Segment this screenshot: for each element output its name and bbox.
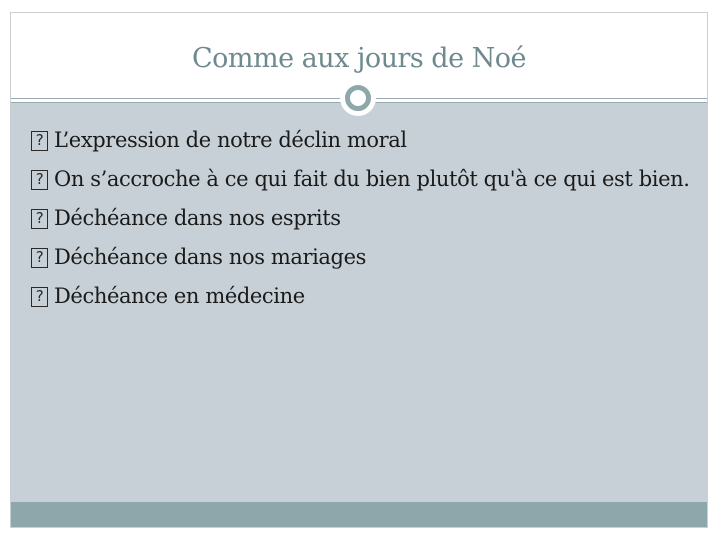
bullet-marker-icon: ? — [31, 170, 48, 190]
bullet-item — [31, 201, 691, 235]
bullet-marker-icon: ? — [31, 209, 48, 229]
bullet-text: On s’accroche à ce qui fait du bien plutôt qu'à ce qui est bien. — [54, 167, 690, 191]
bullet-text: Déchéance en médecine — [54, 284, 305, 308]
circle-ornament-icon — [340, 80, 376, 116]
bullet-text: Déchéance dans nos esprits — [54, 206, 341, 230]
bottom-band — [11, 502, 707, 527]
bullet-item — [31, 162, 691, 196]
bullet-list — [31, 123, 691, 318]
bullet-marker-icon: ? — [31, 287, 48, 307]
slide-title: Comme aux jours de Noé — [191, 43, 527, 74]
circle-ring-icon — [345, 85, 371, 111]
bullet-item — [31, 240, 691, 274]
bullet-text: L’expression de notre déclin moral — [54, 128, 407, 152]
bullet-item — [31, 123, 691, 157]
bullet-marker-icon: ? — [31, 131, 48, 151]
bullet-marker-icon: ? — [31, 248, 48, 268]
bullet-text: Déchéance dans nos mariages — [54, 245, 367, 269]
bullet-item — [31, 279, 691, 313]
